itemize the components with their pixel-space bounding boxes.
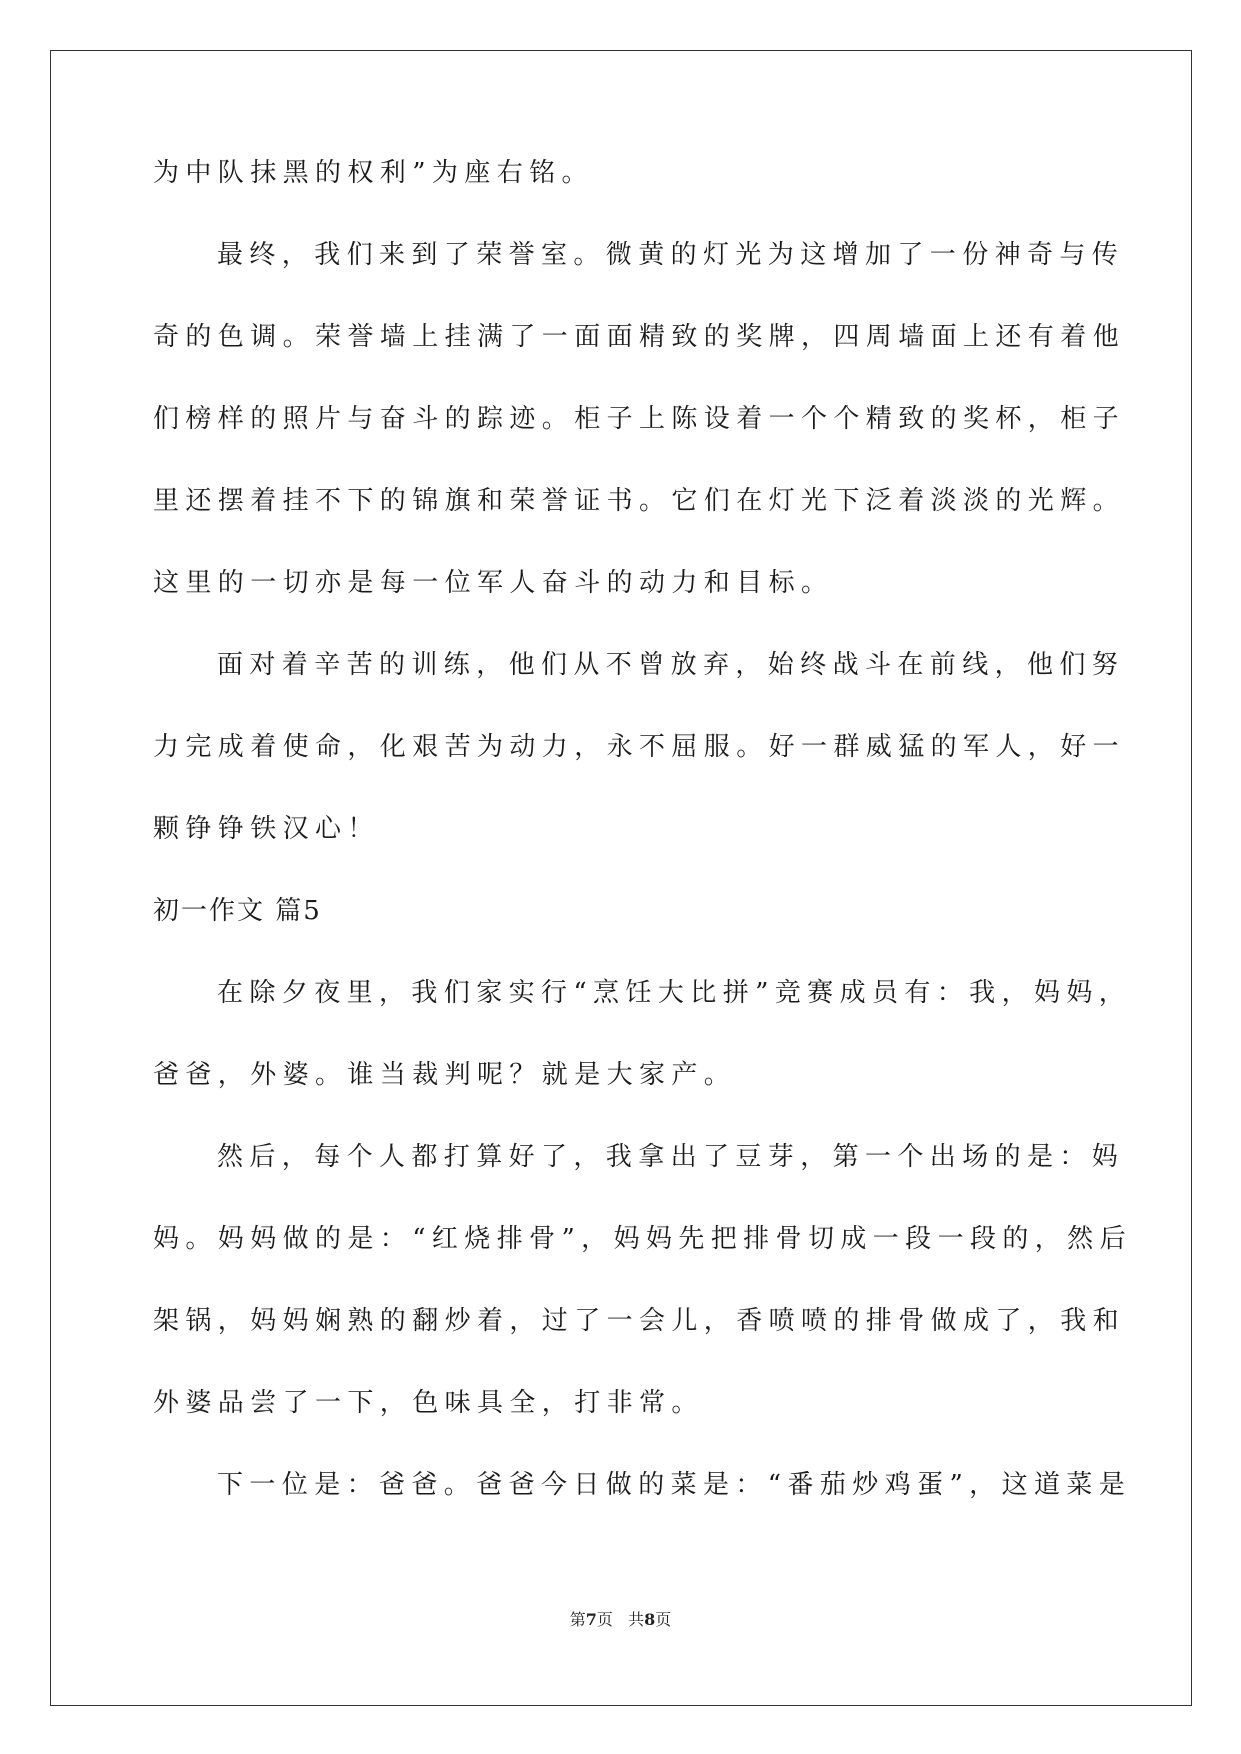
text-line: 妈。妈妈做的是：“红烧排骨”，妈妈先把排骨切成一段一段的，然后	[153, 1224, 1132, 1254]
text-line: 这里的一切亦是每一位军人奋斗的动力和目标。	[153, 568, 834, 598]
page-prefix: 第	[569, 1610, 586, 1629]
page-footer	[0, 1610, 1241, 1630]
text-line: 然后，每个人都打算好了，我拿出了豆芽，第一个出场的是：妈	[217, 1142, 1125, 1172]
text-line: 里还摆着挂不下的锦旗和荣誉证书。它们在灯光下泛着淡淡的光辉。	[153, 486, 1126, 516]
current-page-number: 7	[585, 1610, 597, 1629]
text-line: 在除夕夜里，我们家实行“烹饪大比拼”竞赛成员有：我，妈妈，	[217, 978, 1132, 1008]
text-line: 奇的色调。荣誉墙上挂满了一面面精致的奖牌，四周墙面上还有着他	[153, 322, 1126, 352]
text-line: 力完成着使命，化艰苦为动力，永不屈服。好一群威猛的军人，好一	[153, 732, 1126, 762]
text-line: 架锅，妈妈娴熟的翻炒着，过了一会儿，香喷喷的排骨做成了，我和	[153, 1306, 1126, 1336]
total-suffix: 页	[655, 1610, 672, 1629]
text-line: 最终，我们来到了荣誉室。微黄的灯光为这增加了一份神奇与传	[217, 240, 1125, 270]
text-line: 下一位是：爸爸。爸爸今日做的菜是：“番茄炒鸡蛋”，这道菜是	[217, 1470, 1132, 1500]
total-pages-number: 8	[644, 1610, 656, 1629]
text-line: 面对着辛苦的训练，他们从不曾放弃，始终战斗在前线，他们努	[217, 650, 1125, 680]
page-suffix: 页	[596, 1610, 613, 1629]
text-line: 外婆品尝了一下，色味具全，打非常。	[153, 1388, 704, 1418]
text-line: 颗铮铮铁汉心！	[153, 814, 380, 844]
document-body	[153, 158, 1132, 1554]
text-line: 为中队抹黑的权利”为座右铭。	[153, 158, 594, 188]
total-prefix: 共	[628, 1610, 645, 1629]
text-line: 们榜样的照片与奋斗的踪迹。柜子上陈设着一个个精致的奖杯，柜子	[153, 404, 1126, 434]
text-line: 爸爸，外婆。谁当裁判呢？就是大家产。	[153, 1060, 737, 1090]
section-heading: 初一作文 篇5	[153, 896, 322, 926]
